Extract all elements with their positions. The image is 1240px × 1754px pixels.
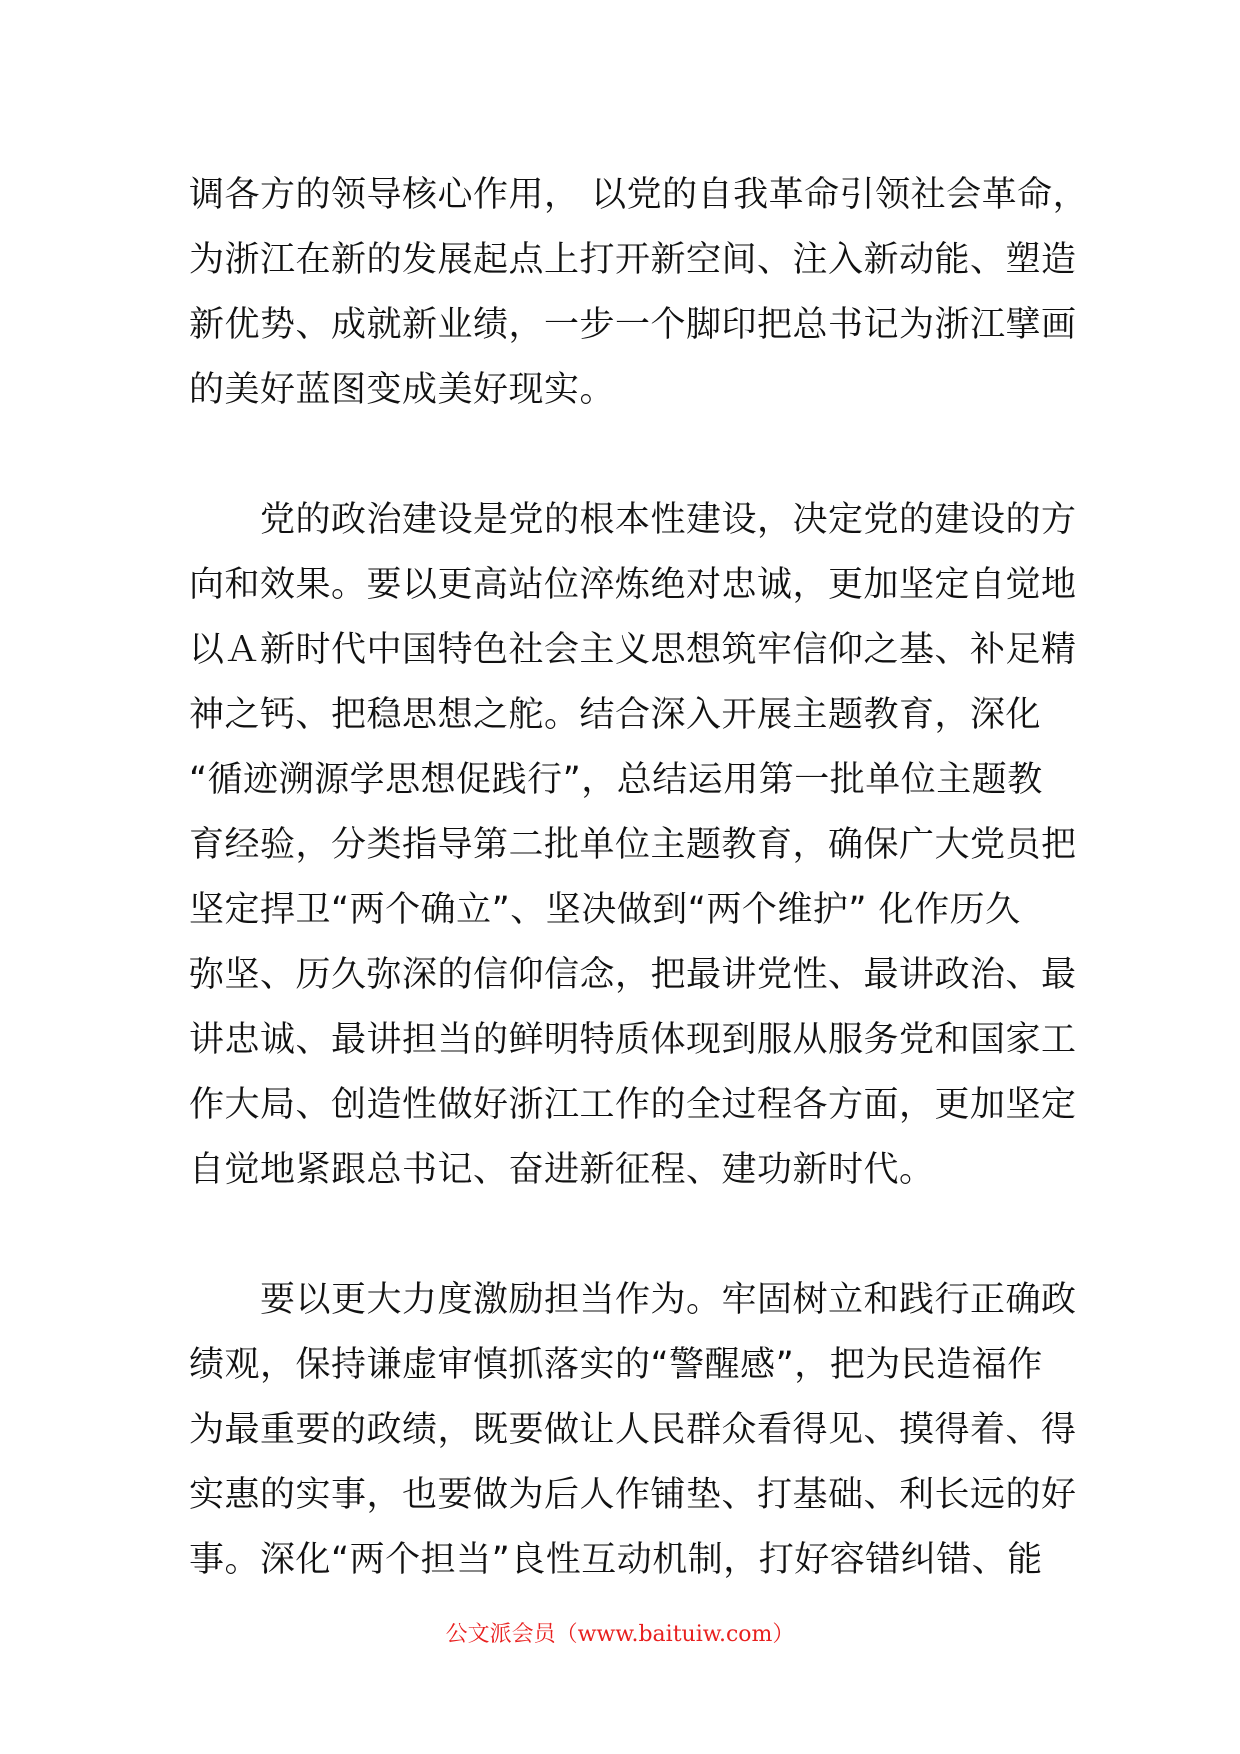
- text-line: 的美好蓝图变成美好现实。: [189, 370, 616, 410]
- text-line: 向和效果。要以更高站位淬炼绝对忠诚，更加坚定自觉地: [189, 565, 1077, 605]
- text-line: “循迹溯源学思想促践行”，总结运用第一批单位主题教: [189, 760, 1043, 800]
- text-line: 实惠的实事，也要做为后人作铺垫、打基础、利长远的好: [189, 1475, 1077, 1515]
- text-line: 坚定捍卫“两个确立”、坚决做到“两个维护” 化作历久: [189, 890, 1021, 930]
- text-line: 作大局、创造性做好浙江工作的全过程各方面，更加坚定: [189, 1085, 1077, 1125]
- text-line: 弥坚、历久弥深的信仰信念，把最讲党性、最讲政治、最: [189, 955, 1077, 995]
- text-line: 绩观，保持谦虚审慎抓落实的“警醒感”，把为民造福作: [189, 1345, 1043, 1385]
- text-line: 讲忠诚、最讲担当的鲜明特质体现到服从服务党和国家工: [189, 1020, 1077, 1060]
- paragraph-1: [189, 163, 1089, 423]
- text-line: 党的政治建设是党的根本性建设，决定党的建设的方: [189, 500, 1077, 540]
- text-line: 新优势、成就新业绩，一步一个脚印把总书记为浙江擘画: [189, 305, 1077, 345]
- text-line: 自觉地紧跟总书记、奋进新征程、建功新时代。: [189, 1150, 935, 1190]
- text-line: 为最重要的政绩，既要做让人民群众看得见、摸得着、得: [189, 1410, 1077, 1450]
- text-line: 事。深化“两个担当”良性互动机制，打好容错纠错、能: [189, 1540, 1043, 1580]
- text-line: 神之钙、把稳思想之舵。结合深入开展主题教育，深化: [189, 695, 1042, 735]
- text-line: 为浙江在新的发展起点上打开新空间、注入新动能、塑造: [189, 240, 1077, 280]
- text-line: 要以更大力度激励担当作为。牢固树立和践行正确政: [189, 1280, 1077, 1320]
- footer-watermark: 公文派会员（www.baituiw.com）: [445, 1622, 795, 1647]
- text-line: 育经验，分类指导第二批单位主题教育，确保广大党员把: [189, 825, 1077, 865]
- text-line: 调各方的领导核心作用， 以党的自我革命引领社会革命，: [189, 175, 1089, 215]
- paragraph-2: [189, 488, 1077, 1203]
- paragraph-3: [189, 1268, 1077, 1593]
- text-line: 以Ａ新时代中国特色社会主义思想筑牢信仰之基、补足精: [189, 630, 1077, 670]
